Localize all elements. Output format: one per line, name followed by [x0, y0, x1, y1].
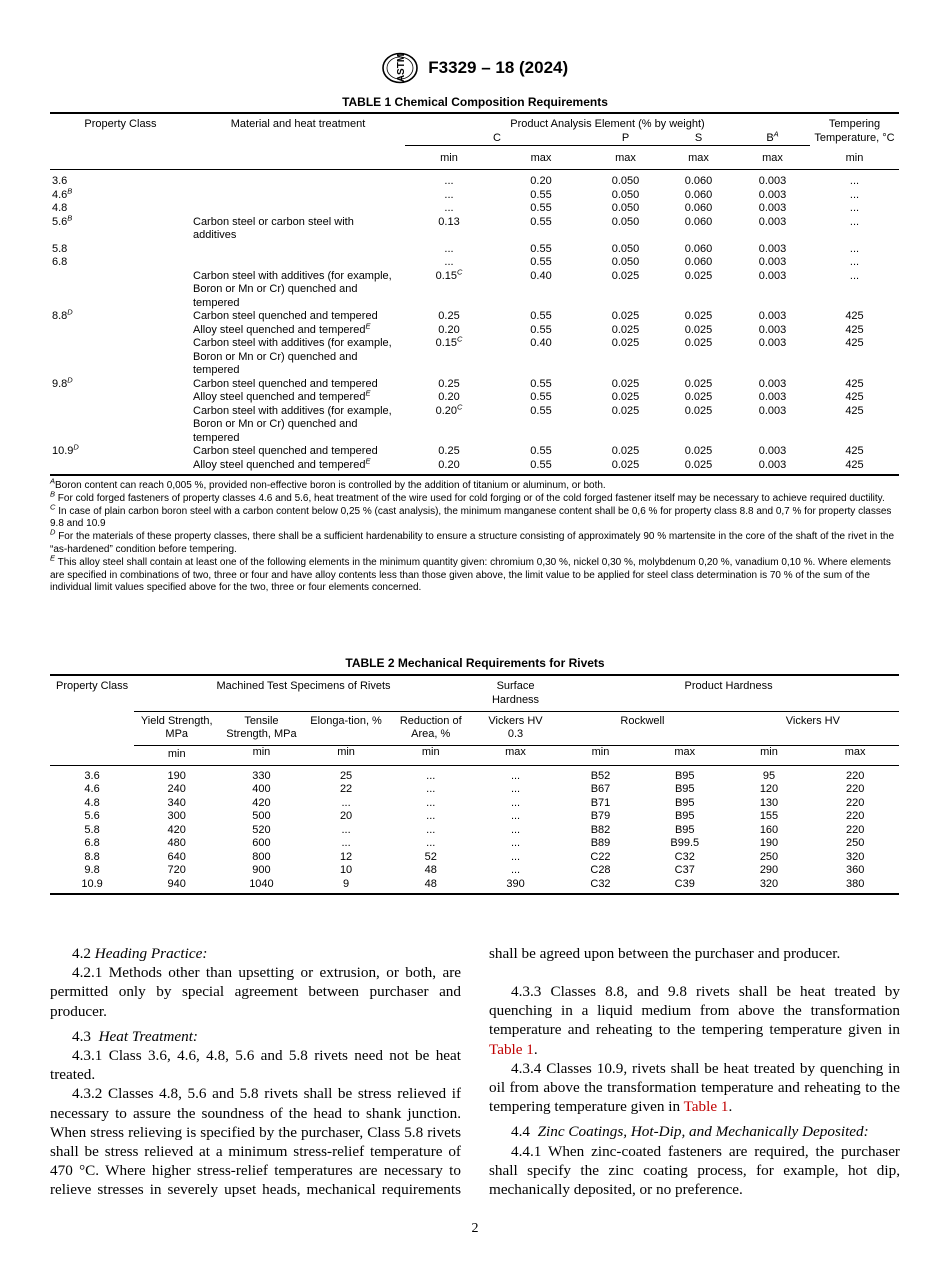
t1-cell-c-max: 0.40 [530, 269, 552, 282]
t1-cell-tempering: 425 [845, 337, 864, 349]
section-4-3-4: 4.3.4 Classes 10.9, rivets shall be heat treated by quenching in oil from above the transformation temperature and reheating to the tempering temperature given in Table 1. [489, 1059, 900, 1116]
t2-cell-class: 8.8 [84, 850, 100, 863]
t2-cell-vickers-max: 220 [845, 769, 865, 782]
t2-cell-class: 10.9 [50, 878, 134, 895]
t2-cell-rockwell-max: C32 [674, 850, 695, 863]
t1-cell-material [191, 243, 405, 257]
t2-cell-vickers-max: 220 [845, 810, 865, 822]
t2-cell-yield: 300 [167, 810, 186, 822]
t1-cell-tempering: ... [849, 188, 860, 201]
t2-header-yield: Yield Strength, MPa [140, 714, 213, 740]
t2-cell-vickers-min: 320 [727, 878, 812, 895]
table1-footnotes [50, 476, 900, 595]
t1-cell-s: 0.025 [684, 269, 713, 282]
t1-cell-b: 0.003 [758, 310, 787, 322]
t2-cell-vickers-min: 130 [759, 796, 779, 809]
t1-cell-c-max: 0.55 [493, 459, 589, 476]
t2-header-reduction: Reduction of Area, % [399, 714, 462, 740]
t2-cell-tensile: 1040 [219, 878, 303, 895]
t2-cell-surface-hv: 390 [473, 878, 558, 895]
t1-cell-s: 0.060 [684, 215, 713, 228]
t1-cell-p: 0.025 [611, 269, 640, 282]
t1-cell-c-min: 0.13 [438, 215, 460, 228]
t1-cell-class: $8.8^D$ [52, 307, 73, 322]
t2-cell-rockwell-max: B99.5 [670, 837, 700, 849]
table2-row [50, 797, 899, 811]
t1-cell-b: 0.003 [758, 445, 787, 457]
t2-cell-rockwell-min: B71 [590, 796, 611, 809]
t1-cell-s: 0.025 [684, 404, 713, 417]
t1-cell-class [50, 324, 191, 338]
t2-cell-vickers-min: 290 [759, 864, 779, 876]
t1-cell-b: 0.003 [758, 256, 787, 268]
t2-cell-tensile: 330 [252, 769, 271, 782]
t2-cell-vickers-max: 250 [845, 837, 865, 849]
t1-cell-c-min: $0.20^C$ [435, 401, 463, 417]
t2-cell-class: 5.8 [84, 823, 100, 836]
t1-cell-tempering: ... [849, 256, 860, 268]
table1-link[interactable]: Table 1 [489, 1040, 534, 1058]
t2-cell-vickers-min: 120 [759, 783, 779, 795]
t1-cell-s: 0.025 [684, 391, 713, 403]
t2-header-rockwell: Rockwell [620, 714, 665, 727]
t2-cell-tensile: 600 [252, 837, 271, 849]
t1-cell-class [50, 405, 191, 446]
table1-row [50, 310, 899, 324]
section-4-3-1: 4.3.1 Class 3.6, 4.6, 4.8, 5.6 and 5.8 rivets need not be heat treated. [50, 1047, 461, 1084]
t2-cell-class: 3.6 [84, 769, 100, 782]
t2-header-machined: Machined Test Specimens of Rivets [134, 675, 473, 707]
t1-cell-c-max: 0.55 [530, 323, 552, 336]
t2-cell-rockwell-max: B95 [674, 810, 695, 822]
t1-cell-c-min: 0.20 [405, 459, 493, 476]
t2-cell-elongation: 9 [304, 878, 389, 895]
t2-cell-rockwell-max: B95 [674, 796, 695, 809]
body-right-column [489, 944, 900, 1199]
t1-header-class: Property Class [50, 113, 191, 132]
table2-row [50, 837, 899, 851]
t1-cell-class: 4.8 [52, 202, 68, 214]
table1-row [50, 391, 899, 405]
t2-cell-reduction: 48 [389, 878, 473, 895]
t2-header-product-hardness: Product Hardness [558, 675, 899, 707]
t1-cell-material: Alloy steel quenched and tempered$^E$ [193, 320, 371, 336]
t1-cell-c-max: 0.55 [530, 215, 552, 228]
t2-cell-rockwell-min: B82 [590, 823, 611, 836]
t1-cell-c-max: 0.20 [530, 175, 552, 187]
t1-cell-p: 0.050 [611, 256, 640, 268]
astm-logo-icon [382, 52, 418, 84]
table1-row [50, 243, 899, 257]
t2-cell-rockwell-max: C39 [643, 878, 727, 895]
t1-cell-p: 0.025 [611, 323, 640, 336]
t1-cell-c-max: 0.55 [530, 310, 552, 322]
t1-cell-s: 0.025 [684, 323, 713, 336]
t1-cell-s: 0.060 [684, 202, 713, 214]
t1-cell-b: 0.003 [758, 175, 787, 187]
t1-cell-material: Alloy steel quenched and tempered$^E$ [193, 388, 371, 403]
t1-cell-material: Carbon steel quenched and tempered [193, 310, 378, 322]
table1-row [50, 378, 899, 392]
t1-cell-tempering: 425 [845, 377, 864, 390]
t2-cell-rockwell-min: B67 [590, 783, 611, 795]
t1-cell-c-min: ... [444, 256, 454, 268]
t2-cell-yield: 640 [167, 850, 186, 863]
t2-cell-elongation: 22 [339, 783, 353, 795]
table1-row [50, 256, 899, 270]
section-4-2-1: 4.2.1 Methods other than upsetting or extrusion, or both, are permitted only by special agreement between purchaser and producer. [50, 964, 461, 1020]
t1-cell-tempering: 425 [845, 445, 864, 457]
t1-cell-class [50, 391, 191, 405]
t1-cell-material: Carbon steel quenched and tempered [193, 377, 378, 390]
section-4-3-heading: 4.3 Heat Treatment: [72, 1027, 198, 1045]
t1-cell-class [50, 337, 191, 378]
t2-cell-tensile: 800 [252, 850, 271, 863]
t2-cell-elongation: 10 [339, 864, 353, 876]
t1-cell-tempering: ... [849, 269, 860, 282]
t2-cell-yield: 240 [167, 783, 186, 795]
t1-cell-s: 0.060 [684, 242, 713, 255]
t1-header-b: $B^A$ [735, 132, 810, 146]
t1-cell-tempering: ... [849, 242, 860, 255]
t1-cell-material: Carbon steel with additives (for example, Boron or Mn or Cr) quenched and tempered [193, 404, 392, 444]
t2-cell-surface-hv: ... [510, 850, 521, 863]
t1-cell-material: Carbon steel or carbon steel with additives [193, 215, 354, 241]
t1-cell-s: 0.025 [684, 337, 713, 349]
t2-header-vickers: Vickers HV [785, 714, 840, 727]
t1-cell-material: Alloy steel quenched and tempered$^E$ [191, 459, 405, 476]
t1-cell-c-max: 0.55 [530, 202, 552, 214]
t2-cell-reduction: 48 [424, 864, 437, 876]
t2-cell-elongation: 20 [339, 810, 353, 822]
table1-row [50, 175, 899, 189]
t2-cell-class: 5.6 [84, 810, 100, 822]
footnote-b: $^B$ For cold forged fasteners of property classes 4.6 and 5.6, heat treatment of the wire used for cold forging or of the cold forged fastener itself may be necessary to achieve required ductility. [50, 489, 885, 504]
table1-row [50, 270, 899, 311]
table2-row [50, 810, 899, 824]
t2-cell-tensile: 520 [252, 823, 271, 836]
t2-cell-reduction: ... [426, 769, 436, 782]
t1-cell-material: Carbon steel with additives (for example, Boron or Mn or Cr) quenched and tempered [193, 337, 392, 376]
t2-cell-vickers-min: 95 [762, 769, 776, 782]
t1-cell-c-min: ... [444, 175, 454, 187]
table1-row [50, 405, 899, 446]
t1-cell-c-max: 0.55 [530, 242, 552, 255]
t2-cell-surface-hv: ... [510, 864, 521, 876]
table1-row [50, 202, 899, 216]
t1-cell-b: 0.003 [758, 404, 787, 417]
t2-cell-reduction: ... [426, 796, 436, 809]
t2-cell-vickers-min: 250 [759, 850, 779, 863]
t1-cell-s: 0.025 [662, 459, 735, 476]
table1-row [50, 216, 899, 243]
table1-rows [50, 175, 899, 475]
t2-cell-vickers-max: 360 [845, 864, 865, 876]
table2-row [50, 851, 899, 865]
t2-cell-vickers-min: 190 [759, 837, 779, 849]
table1-row [50, 337, 899, 378]
t2-cell-rockwell-min: B89 [590, 837, 611, 849]
t1-cell-p: 0.025 [611, 377, 640, 390]
t1-cell-tempering: ... [849, 202, 860, 214]
t2-cell-reduction: ... [426, 837, 436, 849]
t2-cell-vickers-max: 220 [845, 823, 865, 836]
t1-cell-c-max: 0.40 [530, 337, 552, 349]
t2-cell-class: 4.6 [84, 783, 100, 795]
footnote-a: $^A$Boron content can reach 0,005 %, provided non-effective boron is controlled by the addition of titanium or aluminum, or both. [50, 476, 606, 491]
table2-row [50, 864, 899, 878]
t1-header-material: Material and heat treatment [191, 113, 405, 132]
t2-cell-tensile: 420 [252, 796, 271, 809]
t2-cell-reduction: ... [426, 810, 436, 822]
t2-cell-rockwell-max: C37 [674, 864, 695, 876]
t1-cell-c-max: 0.55 [530, 256, 552, 268]
t1-cell-p: 0.025 [611, 391, 640, 403]
t2-cell-surface-hv: ... [510, 783, 521, 795]
t2-cell-reduction: ... [426, 783, 436, 795]
t2-cell-class: 4.8 [84, 796, 100, 809]
table1-row [50, 189, 899, 203]
t2-cell-tensile: 900 [252, 864, 271, 876]
footnote-c: $^C$ In case of plain carbon boron steel with a carbon content below 0,25 % (cast analysis), the minimum manganese content shall be 0,6 % for property class 8.8 and 0,7 % for property classes 9.8 and 10.9 [50, 502, 892, 530]
section-4-4-heading: 4.4 Zinc Coatings, Hot-Dip, and Mechanically Deposited: [511, 1123, 869, 1141]
svg-text:ASTM: ASTM [395, 53, 407, 83]
document-designation: F3329 – 18 (2024) [428, 58, 569, 77]
t1-cell-c-max: 0.55 [530, 377, 552, 390]
t1-cell-material: Carbon steel with additives (for example, Boron or Mn or Cr) quenched and tempered [193, 269, 392, 309]
t2-cell-surface-hv: ... [510, 823, 521, 836]
t1-cell-p: 0.025 [589, 459, 662, 476]
t2-cell-reduction: 52 [424, 850, 437, 863]
page-header [0, 52, 950, 84]
t2-cell-elongation: 12 [339, 850, 353, 863]
t1-cell-b: 0.003 [758, 377, 787, 390]
t1-cell-s: 0.025 [684, 310, 713, 322]
t1-cell-c-min: ... [444, 202, 454, 214]
t2-cell-rockwell-min: C28 [590, 864, 611, 876]
t1-cell-c-min: $0.15^C$ [435, 266, 463, 282]
t1-cell-p: 0.050 [611, 215, 640, 228]
t1-cell-c-min: 0.25 [438, 445, 460, 457]
t1-cell-c-min: 0.25 [438, 377, 460, 390]
table2-rows [50, 770, 899, 895]
t1-cell-tempering: ... [849, 175, 860, 187]
table2-row [50, 824, 899, 838]
t1-cell-c-max: 0.55 [530, 404, 552, 417]
t2-cell-yield: 480 [167, 837, 186, 849]
t1-cell-class [50, 270, 191, 311]
table2-caption: TABLE 2 Mechanical Requirements for Rivets [345, 656, 605, 670]
t2-cell-class: 9.8 [84, 864, 100, 876]
t1-cell-tempering: 425 [845, 323, 864, 336]
t1-cell-class: 6.8 [52, 256, 68, 268]
t1-cell-b: 0.003 [758, 391, 787, 403]
t1-cell-p: 0.050 [611, 202, 640, 214]
t2-cell-vickers-min: 160 [759, 823, 779, 836]
t1-cell-b: 0.003 [758, 337, 787, 349]
t1-header-c: C [405, 132, 589, 146]
footnote-e: $^E$ This alloy steel shall contain at least one of the following elements in the minimum quantity given: chromium 0,30 %, nickel 0,30 %, molybdenum 0,20 %, vanadium 0,10 %. Where elements are specified in combinations of two, three or four and have alloy contents less than those given above, the limit value to be applied for steel class determination is 70 % of the sum of the individual limit values specified above for the two, three or four elements concerned. [50, 553, 891, 594]
t2-cell-surface-hv: ... [510, 810, 521, 822]
t1-cell-class: 3.6 [52, 175, 68, 187]
t1-cell-class: $4.6^B$ [52, 185, 73, 201]
table2-row [50, 770, 899, 784]
t1-header-tempering-unit: Temperature, °C [814, 131, 895, 144]
t1-cell-material [191, 202, 405, 216]
t2-cell-yield: 420 [167, 823, 186, 836]
t1-cell-c-max: 0.55 [530, 445, 552, 457]
t1-cell-b: 0.003 [758, 323, 787, 336]
t1-cell-c-min: ... [444, 242, 454, 255]
t1-cell-p: 0.050 [611, 175, 640, 187]
t2-cell-vickers-min: 155 [759, 810, 779, 822]
t1-cell-p: 0.050 [611, 242, 640, 255]
table2-row [50, 783, 899, 797]
table1-chemical-composition: Property Class Material and heat treatment Product Analysis Element (% by weight) Tempering C P S $B^A$ Temperature, °C min max max max max min 3.6 ... 0.20 0.050 0.060 0.003 ... $4.6^B$ ... 0.55 0.050 0.060 0.003 ... 4.8 ... 0.55 0.050 0.060 0.003 ... $5.6^B$ Carbon steel or carbon steel with additives 0.13 0.55 0.050 0.060 0.003 ... 5.8 ... 0.55 0.050 0.060 0.003 ... 6.8 ... 0.55 0.050 0.060 0.003 ... Carbon steel with additives (for example, Boron or Mn or Cr) quenched and tempered $0.15^C$ 0.40 0.025 0.025 0.003 ... $8.8^D$ Carbon steel quenched and tempered 0.25 0.55 0.025 0.025 0.003 425 Alloy steel quenched and tempered$^E$ 0.20 0.55 0.025 0.025 0.003 425 Carbon steel with additives (for example, Boron or Mn or Cr) quenched and tempered $0.15^C$ 0.40 0.025 0.025 0.003 425 $9.8^D$ Carbon steel quenched and tempered 0.25 0.55 0.025 0.025 0.003 425 Alloy steel quenched and tempered$^E$ 0.20 0.55 0.025 0.025 0.003 425 Carbon steel with additives (for example, Boron or Mn or Cr) quenched and tempered $0.20^C$ 0.55 0.025 0.025 0.003 425 $10.9^D$ Carbon steel quenched and tempered 0.25 0.55 0.025 0.025 0.003 425 Alloy steel quenched and tempered$^E$ 0.20 0.55 0.025 0.025 0.003 425 [50, 112, 899, 476]
section-4-4-1: 4.4.1 When zinc-coated fasteners are required, the purchaser shall specify the zinc coating process, for example, hot dip, mechanically deposited, or no preference. [489, 1142, 900, 1199]
t1-cell-c-max: 0.55 [530, 391, 552, 403]
t1-cell-b: 0.003 [758, 188, 787, 201]
t1-cell-tempering: 425 [845, 310, 864, 322]
t2-cell-elongation: ... [341, 823, 351, 836]
table1-row [50, 324, 899, 338]
t1-cell-c-max: 0.55 [530, 188, 552, 201]
t1-header-s: S [662, 132, 735, 146]
t2-cell-yield: 720 [167, 864, 186, 876]
t1-header-p: P [589, 132, 662, 146]
page-number: 2 [471, 1221, 479, 1236]
t1-cell-s: 0.060 [684, 188, 713, 201]
table1-caption: TABLE 1 Chemical Composition Requirements [342, 95, 608, 109]
t1-cell-p: 0.025 [611, 310, 640, 322]
t1-cell-material [191, 189, 405, 203]
t1-cell-material: Carbon steel quenched and tempered [193, 445, 378, 457]
t1-cell-s: 0.025 [684, 377, 713, 390]
t1-cell-class: $10.9^D$ [52, 442, 79, 457]
t1-cell-s: 0.060 [684, 175, 713, 187]
t2-cell-class: 6.8 [84, 837, 100, 849]
t1-cell-tempering: 425 [845, 404, 864, 417]
table1-row [50, 445, 899, 459]
t2-cell-elongation: ... [341, 837, 351, 849]
table1-row [50, 459, 899, 476]
t1-cell-p: 0.025 [611, 404, 640, 417]
t1-cell-b: 0.003 [735, 459, 810, 476]
section-4-3-2: 4.3.2 Classes 4.8, 5.6 and 5.8 rivets shall be stress relieved if necessary to assure the soundness of the head to shank junction. When stress relieving is specified by the purchaser, Class 5.8 rivets shall be stress relieved at a minimum stress-relief temperature of 470 °C. Where higher stress-relief temperatures are necessary to relieve stresses in severely upset heads, mechanical requirements [50, 1085, 461, 1199]
t1-header-tempering: Tempering [810, 113, 899, 132]
t1-header-analysis: Product Analysis Element (% by weight) [405, 113, 810, 132]
t2-cell-tensile: 500 [252, 810, 271, 822]
t1-cell-c-min: 0.25 [438, 310, 460, 322]
t2-cell-yield: 940 [134, 878, 219, 895]
t1-cell-b: 0.003 [758, 242, 787, 255]
t2-cell-yield: 340 [167, 796, 186, 809]
t2-cell-vickers-max: 220 [845, 796, 865, 809]
t2-cell-rockwell-min: B52 [590, 769, 611, 782]
t1-cell-tempering: 425 [845, 391, 864, 403]
t1-cell-b: 0.003 [758, 269, 787, 282]
t2-cell-rockwell-max: B95 [674, 823, 695, 836]
t2-cell-yield: 190 [167, 769, 186, 782]
t1-cell-material [191, 175, 405, 189]
t2-header-surface: Surface Hardness [473, 675, 558, 707]
t1-cell-tempering: ... [849, 215, 860, 228]
t2-cell-surface-hv: ... [510, 796, 521, 809]
t2-header-class: Property Class [50, 675, 134, 707]
t1-cell-tempering: 425 [810, 459, 899, 476]
t1-cell-s: 0.060 [684, 256, 713, 268]
t2-header-tensile: Tensile Strength, MPa [226, 714, 297, 740]
table2-mechanical-requirements: Property Class Machined Test Specimens of Rivets Surface Hardness Product Hardness Yield Strength, MPa Tensile Strength, MPa Elonga-tion, % Reduction of Area, % Vickers HV 0.3 Rockwell Vickers HV min min min min max min max min max 3.6 190 330 25 ... ... B52 B95 95 220 4.6 240 400 22 ... ... B67 B95 120 220 4.8 340 420 ... ... ... B71 B95 130 220 5.6 300 500 20 ... ... B79 B95 155 220 5.8 420 520 ... ... ... B82 B95 160 220 6.8 480 600 ... ... ... B89 B99.5 190 250 8.8 640 800 12 52 ... C22 C32 250 320 9.8 720 900 10 48 ... C28 C37 290 360 10.9 940 1040 9 48 390 C32 C39 320 380 [50, 674, 899, 895]
section-4-3-2-continued: shall be agreed upon between the purchaser and producer. [489, 945, 841, 963]
t2-cell-rockwell-min: B79 [590, 810, 611, 822]
t1-cell-p: 0.025 [611, 337, 640, 349]
t1-cell-b: 0.003 [758, 202, 787, 214]
t2-cell-surface-hv: ... [510, 837, 521, 849]
body-left-column [50, 944, 461, 1199]
t1-cell-c-min: 0.20 [438, 391, 460, 403]
t2-cell-rockwell-max: B95 [674, 783, 695, 795]
t1-cell-s: 0.025 [684, 445, 713, 457]
t1-cell-class [50, 459, 191, 476]
t2-cell-vickers-max: 380 [811, 878, 899, 895]
t1-cell-class: $9.8^D$ [52, 374, 73, 390]
t2-cell-elongation: 25 [339, 769, 353, 782]
t1-cell-p: 0.050 [611, 188, 640, 201]
t1-cell-c-min: 0.20 [438, 323, 460, 336]
t1-cell-material [191, 256, 405, 270]
t1-cell-class: $5.6^B$ [52, 212, 73, 228]
footnote-d: $^D$ For the materials of these property classes, there shall be a sufficient hardenability to ensure a structure consisting of approximately 90 % martensite in the core of the shaft of the rivet in the “as-hardened” condition before tempering. [50, 527, 895, 555]
t2-cell-rockwell-min: C32 [558, 878, 643, 895]
t1-cell-c-min: ... [444, 188, 454, 201]
section-4-2-heading: 4.2 Heading Practice: [72, 945, 208, 962]
t2-cell-rockwell-min: C22 [590, 850, 611, 863]
t2-header-elongation: Elonga-tion, % [310, 714, 382, 727]
table1-link[interactable]: Table 1 [683, 1098, 729, 1116]
t2-cell-vickers-max: 220 [845, 783, 865, 795]
t1-cell-c-min: $0.15^C$ [435, 334, 463, 349]
t1-cell-class: 5.8 [52, 242, 68, 255]
t2-cell-elongation: ... [341, 796, 351, 809]
t2-cell-surface-hv: ... [510, 769, 521, 782]
section-4-3-3: 4.3.3 Classes 8.8, and 9.8 rivets shall be heat treated by quenching in a liquid medium from above the transformation temperature and reheating to the tempering temperature given in Table 1. [489, 983, 900, 1058]
t2-cell-vickers-max: 320 [845, 850, 865, 863]
t2-cell-tensile: 400 [252, 783, 271, 795]
t2-cell-reduction: ... [426, 823, 436, 836]
t2-header-vickers-03: Vickers HV 0.3 [488, 714, 543, 740]
table2-row [50, 878, 899, 895]
t1-cell-p: 0.025 [611, 445, 640, 457]
t1-cell-b: 0.003 [758, 215, 787, 228]
t2-cell-rockwell-max: B95 [674, 769, 695, 782]
